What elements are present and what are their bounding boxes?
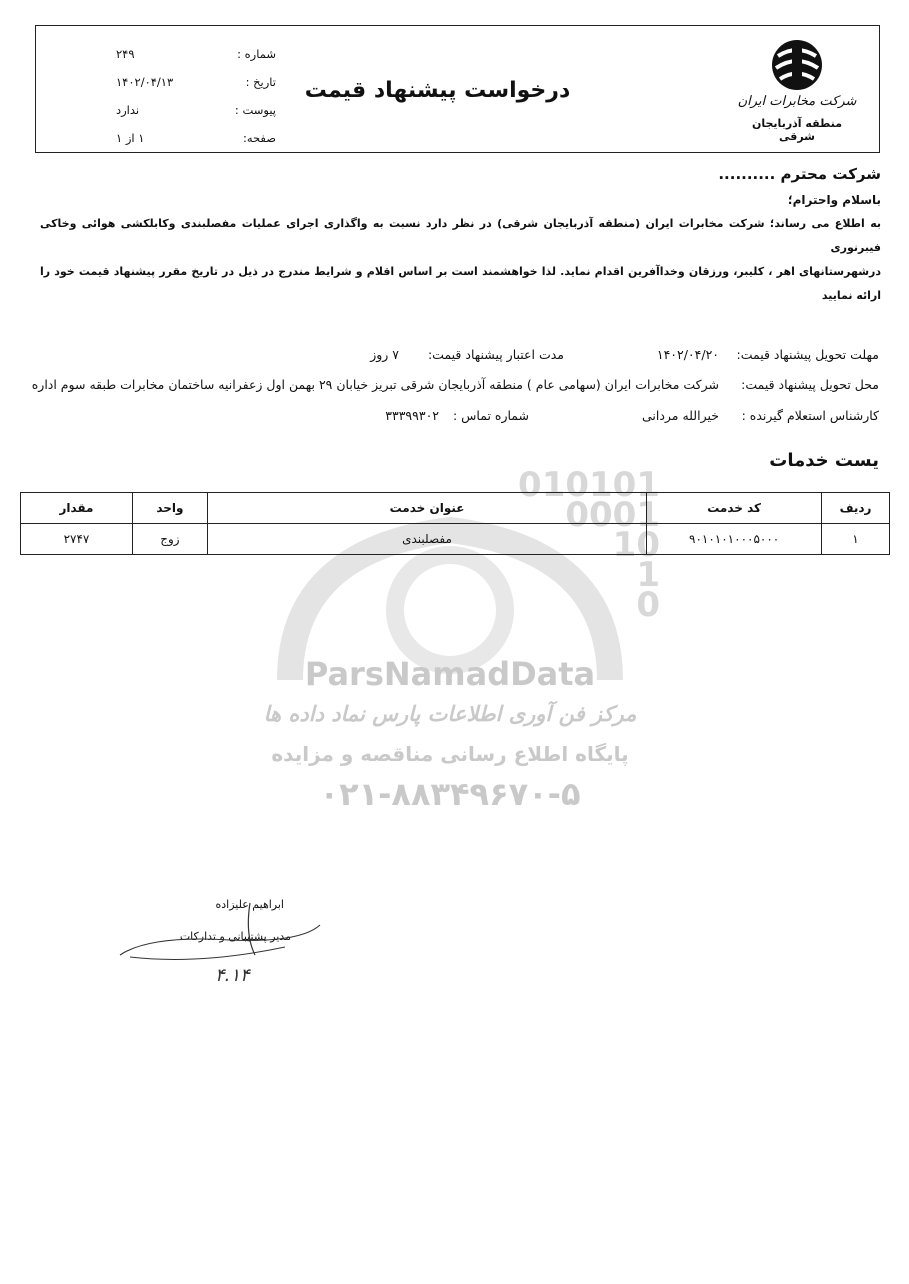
watermark-digit-line: 0 xyxy=(636,585,660,625)
region-name: منطقه آذربایجان شرقی xyxy=(751,117,843,143)
meta-label: پیوست : xyxy=(234,103,276,117)
watermark-line: مرکز فن آوری اطلاعات پارس نماد داده ها xyxy=(263,702,637,726)
letter-meta xyxy=(106,40,276,152)
location-value: شرکت مخابرات ایران (سهامی عام ) منطقه آذربایجان شرقی تبریز خیابان ۲۹ بهمن اول زعفرانیه ساختمان مخابرات طبقه سوم اداره xyxy=(31,377,719,392)
meta-date xyxy=(106,68,276,96)
meta-value: ندارد xyxy=(116,103,140,117)
services-table xyxy=(20,492,890,555)
location-label: محل تحویل پیشنهاد قیمت: xyxy=(741,377,879,392)
greeting: شرکت محترم .......... xyxy=(718,165,881,183)
meta-value: ۲۴۹ xyxy=(116,47,135,61)
cell-service-code: ۹۰۱۰۱۰۱۰۰۰۵۰۰۰ xyxy=(647,524,822,555)
column-header: عنوان خدمت xyxy=(207,493,646,524)
cell-unit: زوج xyxy=(132,524,207,555)
handwritten-signature xyxy=(110,895,330,975)
column-header: واحد xyxy=(132,493,207,524)
document-title: درخواست پیشنهاد قیمت xyxy=(304,78,571,103)
table-header-row xyxy=(21,493,890,524)
watermark-digit-line: 1 xyxy=(636,555,660,595)
meta-value: ۱۴۰۲/۰۴/۱۳ xyxy=(116,75,174,89)
cell-quantity: ۲۷۴۷ xyxy=(21,524,133,555)
meta-label: صفحه: xyxy=(242,131,276,145)
services-title: یست خدمات xyxy=(769,450,879,471)
cell-row-number: ۱ xyxy=(822,524,890,555)
meta-page xyxy=(106,124,276,152)
letter-header xyxy=(35,25,880,153)
column-header: کد خدمت xyxy=(647,493,822,524)
phone-label: شماره تماس : xyxy=(452,408,529,423)
deadline-label: مهلت تحویل پیشنهاد قیمت: xyxy=(736,347,879,362)
signer-title: مدیر پشتیبانی و تدارکات xyxy=(179,930,291,943)
signer-name: ابراهیم علیزاده xyxy=(215,898,284,911)
deadline-value: ۱۴۰۲/۰۴/۲۰ xyxy=(656,347,719,362)
watermark-brand: ParsNamadData xyxy=(304,655,596,693)
intro-line: به اطلاع می رساند؛ شرکت مخابرات ایران (منطقه آذربایجان شرقی) در نظر دارد نسبت به واگذاری اجرای عملیات مفصلبندی وکابلکشی هوائی وخاکی فیبرنوری xyxy=(40,217,881,254)
watermark-digit-line: 0001 xyxy=(565,495,660,535)
meta-attachment xyxy=(106,96,276,124)
phone-value: ۳۳۳۹۹۳۰۲ xyxy=(385,408,439,423)
watermark-digit-line: 010101 xyxy=(518,465,660,505)
logo-text: شرکت مخابرات ایران xyxy=(737,94,857,109)
salutation: باسلام واحترام؛ xyxy=(787,193,881,207)
handwritten-date-note: ۴.۱۴ xyxy=(215,965,250,986)
meta-value: ۱ از ۱ xyxy=(116,131,145,145)
meta-label: تاریخ : xyxy=(245,75,276,89)
watermark-line: پایگاه اطلاع رسانی مناقصه و مزایده xyxy=(271,742,629,766)
intro-line: درشهرستانهای اهر ، کلیبر، ورزقان وخداآفرین اقدام نماید. لذا خواهشمند است بر اساس اقلام و شرایط مندرج در ذیل در تاریخ مقرر پیشنهاد قیمت خود را ارائه نمایید xyxy=(40,265,881,302)
meta-label: شماره : xyxy=(237,47,276,61)
column-header: مقدار xyxy=(21,493,133,524)
validity-value: ۷ روز xyxy=(370,347,399,362)
table-row xyxy=(21,524,890,555)
watermark-digit-line: 10 xyxy=(612,525,660,565)
cell-service-title: مفصلبندی xyxy=(207,524,646,555)
expert-label: کارشناس استعلام گیرنده : xyxy=(741,408,879,423)
validity-label: مدت اعتبار پیشنهاد قیمت: xyxy=(427,347,564,362)
column-header: ردیف xyxy=(822,493,890,524)
watermark-phone: ۰۲۱-۸۸۳۴۹۶۷۰-۵ xyxy=(319,775,581,813)
intro-paragraph xyxy=(40,212,881,308)
expert-value: خیرالله مردانی xyxy=(641,408,719,423)
meta-number xyxy=(106,40,276,68)
